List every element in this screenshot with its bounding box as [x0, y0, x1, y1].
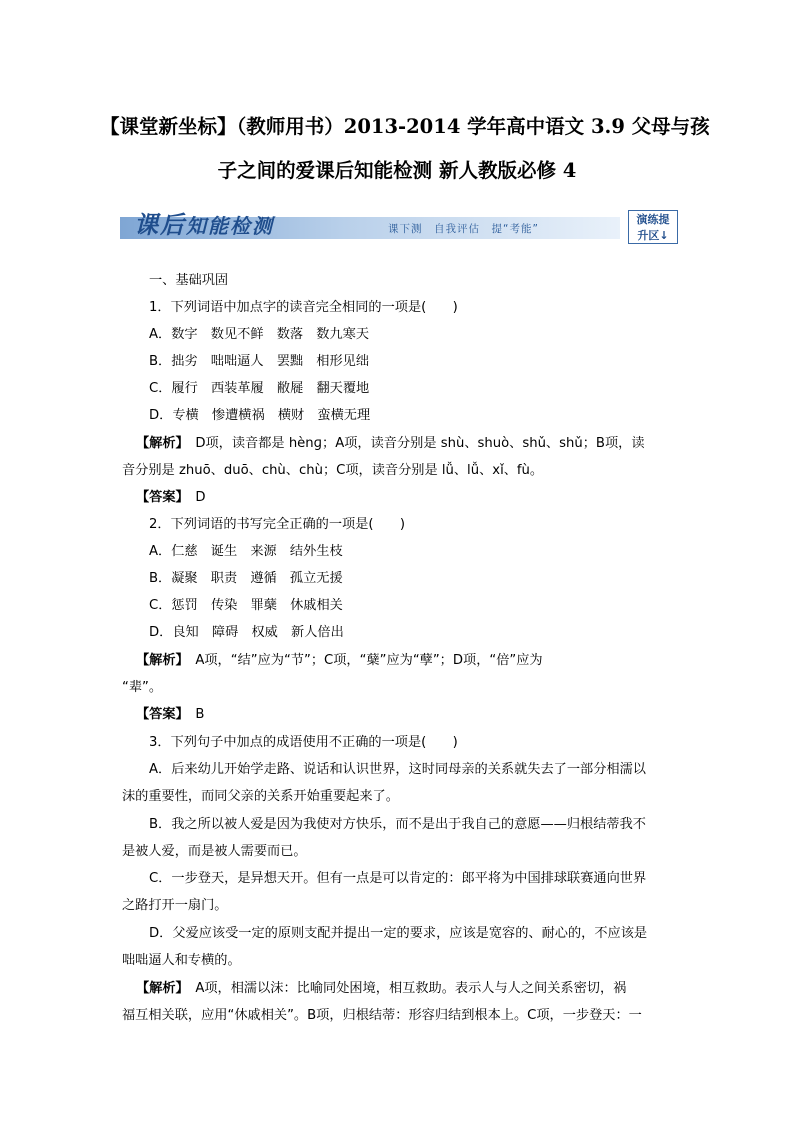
- q1-answer-value: D: [195, 490, 206, 505]
- section-banner: [120, 208, 679, 242]
- banner-title: [134, 208, 274, 242]
- q3-option-a-line-1: A．后来幼儿开始学走路、说话和认识世界，这时同母亲的关系就失去了一部分相濡以: [149, 762, 646, 777]
- q3-option-d-line-2: 咄咄逼人和专横的。: [122, 953, 241, 968]
- q2-option-d: D．良知 障碍 权威 新人倍出: [149, 625, 344, 640]
- q1-option-b: B．拙劣 咄咄逼人 罢黜 相形见绌: [149, 354, 370, 369]
- section-heading: 一、基础巩固: [149, 273, 229, 288]
- q1-answer: [136, 488, 206, 508]
- q3-stem: 3．下列句子中加点的成语使用不正确的一项是( ): [149, 735, 458, 750]
- practice-area-line-1: 演练提: [636, 213, 670, 226]
- q2-option-b: B．凝聚 职责 遵循 孤立无援: [149, 571, 343, 586]
- q3-analysis-line-1: [136, 979, 626, 999]
- document-title-line-2: 子之间的爱课后知能检测 新人教版必修 4: [217, 159, 577, 182]
- q1-option-a: A．数字 数见不鲜 数落 数九寒天: [149, 327, 370, 342]
- q2-stem: 2．下列词语的书写完全正确的一项是( ): [149, 517, 406, 532]
- document-title-line-1: 【课堂新坐标】（教师用书）2013-2014 学年高中语文 3.9 父母与孩: [100, 115, 710, 138]
- q1-analysis-tag: 【解析】: [136, 436, 183, 451]
- q2-analysis-text-1: A项，“结”应为“节”；C项，“蘖”应为“孽”；D项，“倍”应为: [195, 653, 543, 668]
- q2-option-a: A．仁慈 诞生 来源 结外生枝: [149, 544, 343, 559]
- practice-area-line-2: 升区↓: [637, 229, 669, 242]
- q2-analysis-line-1: [136, 651, 543, 671]
- q1-option-c: C．履行 西装革履 敝屣 翻天覆地: [149, 381, 370, 396]
- q1-stem: 1．下列词语中加点字的读音完全相同的一项是( ): [149, 300, 458, 315]
- banner-title-rest: 知能检测: [186, 214, 274, 238]
- q3-option-c-line-1: C．一步登天，是异想天开。但有一点是可以肯定的：郎平将为中国排球联赛通向世界: [149, 871, 647, 886]
- q3-analysis-line-2: 福互相关联，应用“休戚相关”。B项，归根结蒂：形容归结到根本上。C项，一步登天：一: [122, 1008, 642, 1023]
- practice-area-box: [628, 210, 678, 244]
- q3-option-a-line-2: 沫的重要性，而同父亲的关系开始重要起来了。: [122, 789, 399, 804]
- q3-option-b-line-2: 是被人爱，而是被人需要而已。: [122, 844, 307, 859]
- q2-option-c: C．惩罚 传染 罪蘖 休戚相关: [149, 598, 343, 613]
- q3-analysis-tag: 【解析】: [136, 981, 183, 996]
- q3-analysis-text-1: A项，相濡以沫：比喻同处困境，相互救助。表示人与人之间关系密切，祸: [195, 981, 627, 996]
- q3-option-d-line-1: D．父爱应该受一定的原则支配并提出一定的要求，应该是宽容的、耐心的，不应该是: [149, 926, 648, 941]
- q1-option-d: D．专横 惨遭横祸 横财 蛮横无理: [149, 408, 371, 423]
- q2-answer: [136, 705, 204, 725]
- q1-analysis-text-1: D项，读音都是 hènɡ；A项，读音分别是 shù、shuò、shǔ、shǔ；B项，读: [195, 436, 645, 451]
- q3-option-b-line-1: B．我之所以被人爱是因为我使对方快乐，而不是出于我自己的意愿——归根结蒂我不: [149, 817, 646, 832]
- q3-option-c-line-2: 之路打开一扇门。: [122, 898, 228, 913]
- q2-answer-tag: 【答案】: [136, 707, 183, 722]
- q1-answer-tag: 【答案】: [136, 490, 183, 505]
- q2-answer-value: B: [195, 707, 205, 722]
- q2-analysis-line-2: “辈”。: [122, 680, 163, 695]
- banner-subtitle: 课下测 自我评估 提“考能”: [388, 223, 539, 235]
- q1-analysis-line-1: [136, 434, 645, 454]
- banner-title-prefix: 课后: [134, 210, 186, 239]
- q1-analysis-line-2: 音分别是 zhuō、duō、chù、chù；C项，读音分别是 lǚ、lǚ、xǐ、fù。: [122, 463, 544, 478]
- q2-analysis-tag: 【解析】: [136, 653, 183, 668]
